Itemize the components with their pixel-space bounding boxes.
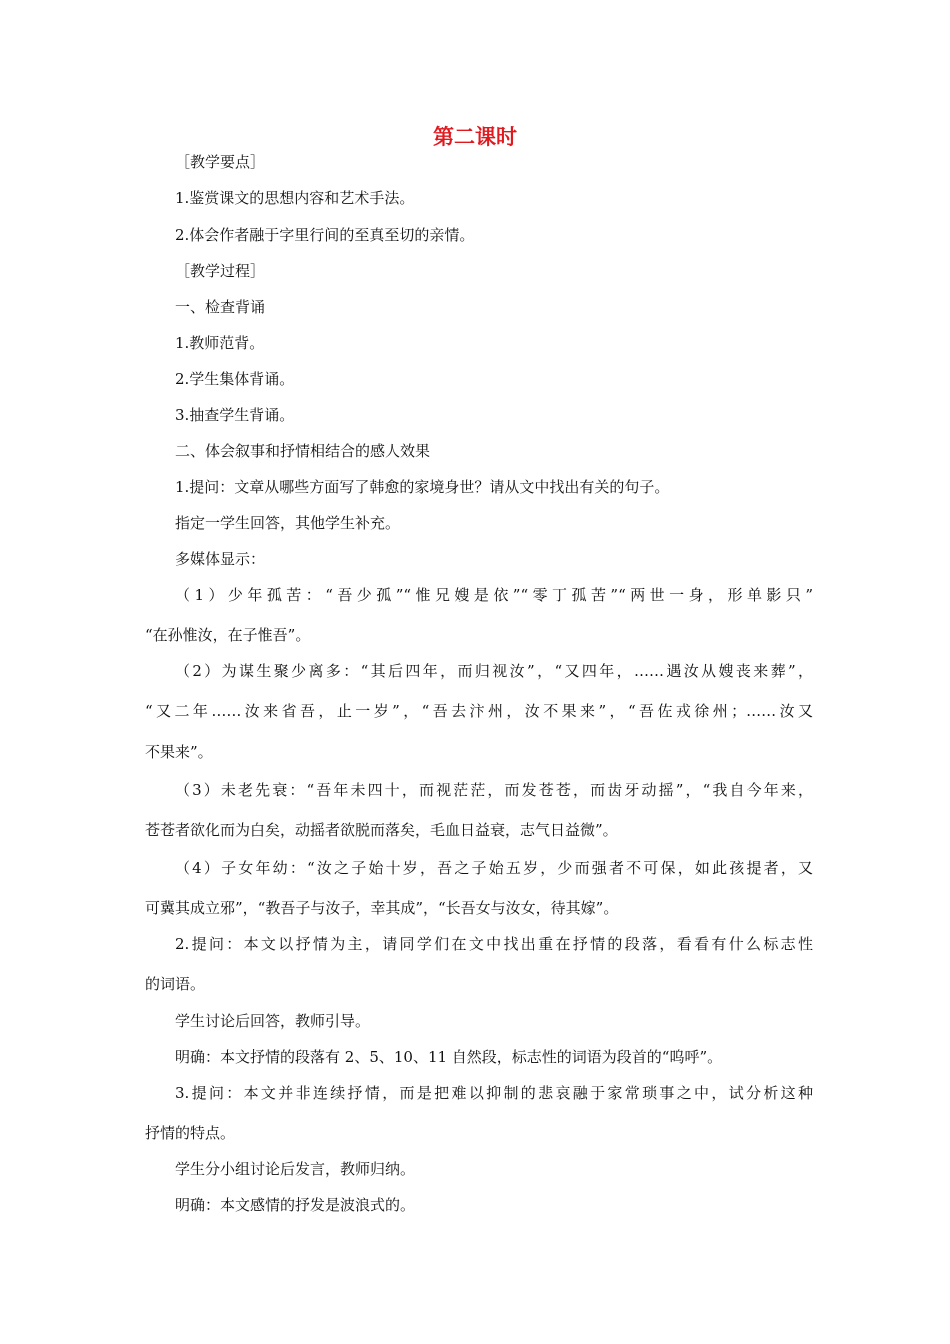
paragraph: 学生讨论后回答，教师引导。 [175, 1012, 371, 1030]
section-heading: 二、体会叙事和抒情相结合的感人效果 [175, 442, 431, 460]
paragraph: 多媒体显示： [175, 550, 266, 568]
paragraph-line: “又二年……汝来省吾，止一岁”，“吾去汴州，汝不果来”，“吾佐戎徐州；……汝又 [145, 702, 813, 720]
paragraph-line: （4）子女年幼：“汝之子始十岁，吾之子始五岁，少而强者不可保，如此孩提者，又 [175, 859, 813, 877]
paragraph-line: 不果来”。 [145, 743, 213, 761]
section-heading: 一、检查背诵 [175, 298, 266, 316]
paragraph-line: 3.提问：本文并非连续抒情，而是把难以抑制的悲哀融于家常琐事之中，试分析这种 [175, 1084, 813, 1102]
page-title: 第二课时 [433, 125, 517, 149]
paragraph: 2.学生集体背诵。 [175, 370, 295, 388]
paragraph-line: （3）未老先衰：“吾年未四十，而视茫茫，而发苍苍，而齿牙动摇”，“我自今年来， [175, 781, 813, 799]
paragraph: 明确：本文感情的抒发是波浪式的。 [175, 1196, 416, 1214]
paragraph-line: （2）为谋生聚少离多：“其后四年，而归视汝”，“又四年，……遇汝从嫂丧来葬”， [175, 662, 813, 680]
paragraph-line: “在孙惟汝，在子惟吾”。 [145, 626, 311, 644]
paragraph: 3.抽查学生背诵。 [175, 406, 295, 424]
paragraph: 指定一学生回答，其他学生补充。 [175, 514, 401, 532]
paragraph: 2.体会作者融于字里行间的至真至切的亲情。 [175, 226, 475, 244]
paragraph-line: 的词语。 [145, 975, 206, 993]
section-heading: ［教学要点］ [175, 153, 266, 171]
paragraph-line: 抒情的特点。 [145, 1124, 236, 1142]
section-heading: ［教学过程］ [175, 262, 266, 280]
paragraph-line: 2.提问：本文以抒情为主，请同学们在文中找出重在抒情的段落，看看有什么标志性 [175, 935, 813, 953]
paragraph: 1.鉴赏课文的思想内容和艺术手法。 [175, 189, 415, 207]
paragraph-line: （1）少年孤苦：“吾少孤”“惟兄嫂是依”“零丁孤苦”“两世一身，形单影只” [175, 586, 813, 604]
paragraph: 明确：本文抒情的段落有 2、5、10、11 自然段，标志性的词语为段首的“呜呼”。 [175, 1048, 723, 1066]
paragraph: 学生分小组讨论后发言，教师归纳。 [175, 1160, 416, 1178]
paragraph-line: 苍苍者欲化而为白矣，动摇者欲脱而落矣，毛血日益衰，志气日益微”。 [145, 821, 618, 839]
paragraph: 1.教师范背。 [175, 334, 265, 352]
paragraph-line: 可冀其成立邪”，“教吾子与汝子，幸其成”，“长吾女与汝女，待其嫁”。 [145, 899, 619, 917]
paragraph: 1.提问：文章从哪些方面写了韩愈的家境身世？请从文中找出有关的句子。 [175, 478, 670, 496]
